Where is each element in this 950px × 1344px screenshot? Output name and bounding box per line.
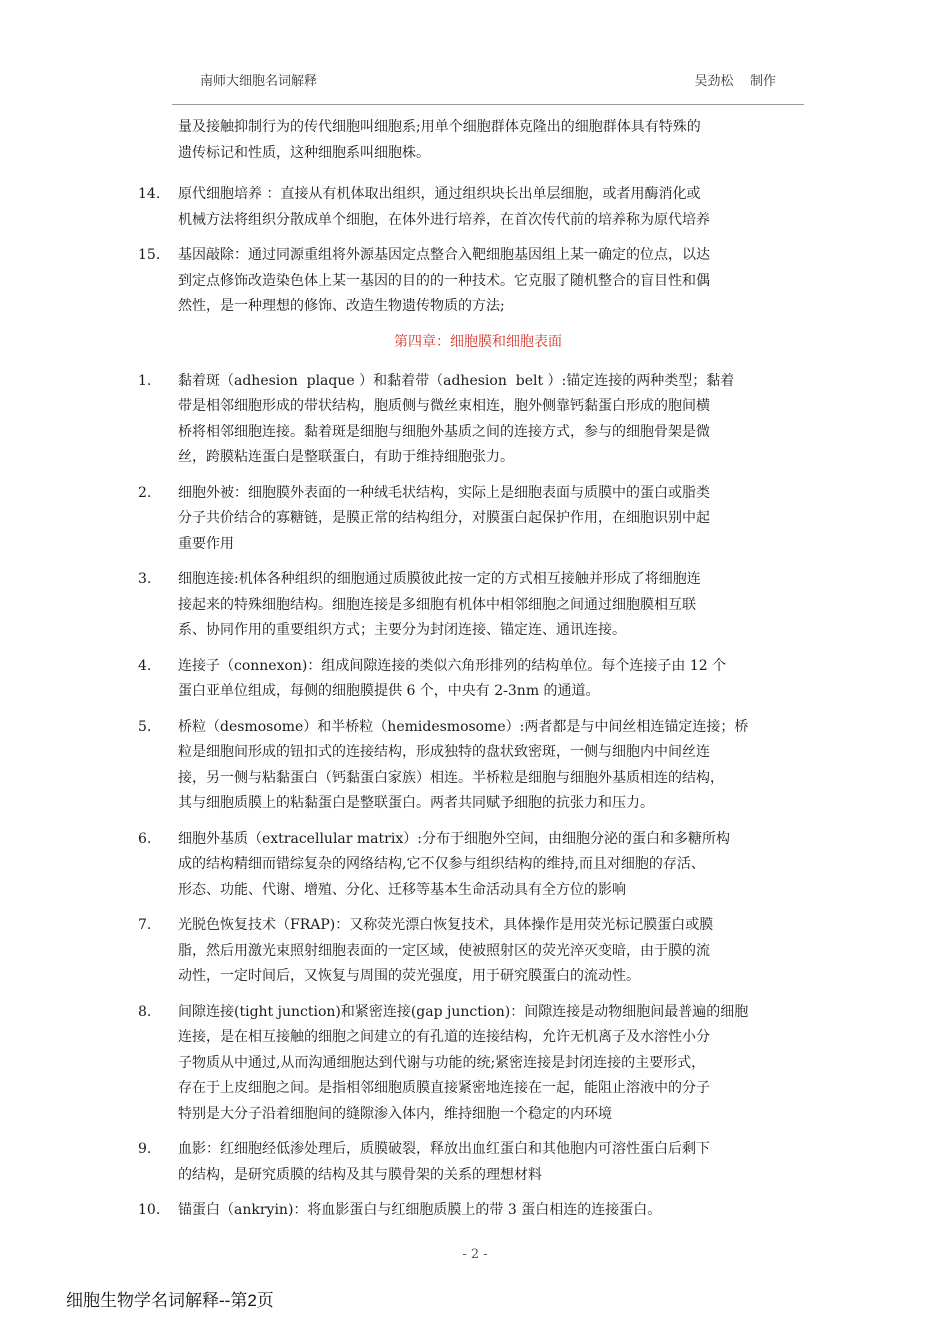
text-line: 粒是细胞间形成的钮扣式的连接结构，形成独特的盘状致密斑，一侧与细胞内中间丝连 [178, 744, 710, 760]
item-text [178, 827, 818, 904]
item-number: 5. [138, 718, 152, 735]
item-number: 3. [138, 571, 152, 587]
definition-item [138, 827, 818, 904]
item-text [178, 369, 818, 471]
definition-item [138, 481, 818, 558]
item-text [178, 1198, 818, 1224]
item-text [178, 567, 818, 644]
text-line: 带是相邻细胞形成的带状结构，胞质侧与微丝束相连，胞外侧靠钙黏蛋白形成的胞间横 [178, 398, 710, 414]
item-text [178, 654, 818, 705]
definition-item [138, 715, 818, 817]
definition-item [138, 567, 818, 644]
item-number: 8. [138, 1003, 152, 1020]
definition-item [138, 1198, 818, 1224]
text-line: 连接子（connexon)：组成间隙连接的类似六角形排列的结构单位。每个连接子由 12 个 [178, 657, 727, 674]
text-line: 其与细胞质膜上的粘黏蛋白是整联蛋白。两者共同赋予细胞的抗张力和压力。 [178, 795, 654, 811]
item-text [178, 182, 818, 233]
chapter-heading: 第四章：细胞膜和细胞表面 [394, 333, 562, 350]
item-number: 4. [138, 657, 152, 674]
text-line: 基因敲除：通过同源重组将外源基因定点整合入靶细胞基因组上某一确定的位点，以达 [178, 247, 710, 263]
definition-item [138, 182, 818, 233]
document-body [138, 115, 818, 1234]
definitions-list [138, 369, 818, 1224]
item-text [178, 1137, 818, 1188]
definition-item [138, 1137, 818, 1188]
item-number: 14. [138, 186, 161, 202]
definition-item [138, 1000, 818, 1128]
item-number: 7. [138, 917, 152, 933]
item-text [178, 715, 818, 817]
text-line: 细胞连接:机体各种组织的细胞通过质膜彼此按一定的方式相互接触并形成了将细胞连 [178, 571, 701, 587]
text-line: 特别是大分子沿着细胞间的缝隙渗入体内，维持细胞一个稳定的内环境 [178, 1105, 612, 1122]
text-line: 重要作用 [178, 535, 234, 552]
text-line: 存在于上皮细胞之间。是指相邻细胞质膜直接紧密地连接在一起，能阻止溶液中的分子 [178, 1080, 710, 1096]
text-line: 蛋白亚单位组成，每侧的细胞膜提供 6 个，中央有 2-3nm 的通道。 [178, 683, 600, 699]
text-line: 脂，然后用激光束照射细胞表面的一定区域，使被照射区的荧光淬灭变暗，由于膜的流 [178, 942, 710, 959]
text-line: 的结构，是研究质膜的结构及其与膜骨架的关系的理想材料 [178, 1166, 542, 1183]
text-line: 连接，是在相互接触的细胞之间建立的有孔道的连接结构，允许无机离子及水溶性小分 [178, 1029, 710, 1045]
item-number: 10. [138, 1202, 161, 1218]
definition-item [138, 654, 818, 705]
text-line: 细胞外基质（extracellular matrix）:分布于细胞外空间，由细胞分泌的蛋白和多糖所构 [178, 830, 730, 847]
definition-item [138, 913, 818, 990]
page-number: - 2 - [462, 1247, 488, 1262]
text-line: 量及接触抑制行为的传代细胞叫细胞系;用单个细胞群体克隆出的细胞群体具有特殊的 [178, 119, 701, 135]
text-line: 桥将相邻细胞连接。黏着斑是细胞与细胞外基质之间的连接方式，参与的细胞骨架是微 [178, 423, 710, 440]
item-number: 6. [138, 830, 152, 847]
text-line: 桥粒（desmosome）和半桥粒（hemidesmosome）:两者都是与中间丝相连锚定连接；桥 [178, 718, 749, 735]
header-title: 南师大细胞名词解释 [200, 74, 318, 89]
item-number: 1. [138, 372, 152, 389]
text-line: 丝，跨膜粘连蛋白是整联蛋白，有助于维持细胞张力。 [178, 449, 514, 465]
text-line: 遗传标记和性质，这种细胞系叫细胞株。 [178, 144, 430, 161]
text-line: 接起来的特殊细胞结构。细胞连接是多细胞有机体中相邻细胞之间通过细胞膜相互联 [178, 596, 696, 613]
item-number: 9. [138, 1141, 152, 1157]
item-text [178, 913, 818, 990]
continued-paragraph [178, 115, 818, 166]
definition-item [138, 243, 818, 320]
item-number: 2. [138, 484, 152, 501]
text-line: 形态、功能、代谢、增殖、分化、迁移等基本生命活动具有全方位的影响 [178, 881, 626, 898]
page-header [172, 70, 804, 92]
definition-item [138, 369, 818, 471]
item-number: 15. [138, 247, 161, 263]
text-line: 锚蛋白（ankryin)：将血影蛋白与红细胞质膜上的带 3 蛋白相连的连接蛋白。 [178, 1202, 662, 1218]
item-text [178, 243, 818, 320]
header-author: 吴劲松 制作 [694, 74, 776, 89]
text-line: 间隙连接(tight junction)和紧密连接(gap junction)：间隙连接是动物细胞间最普遍的细胞 [178, 1003, 749, 1020]
text-line: 机械方法将组织分散成单个细胞，在体外进行培养，在首次传代前的培养称为原代培养 [178, 211, 710, 228]
text-line: 光脱色恢复技术（FRAP)：又称荧光漂白恢复技术，具体操作是用荧光标记膜蛋白或膜 [178, 917, 714, 933]
text-line: 到定点修饰改造染色体上某一基因的目的的一种技术。它克服了随机整合的盲目性和偶 [178, 272, 710, 289]
text-line: 系、协同作用的重要组织方式；主要分为封闭连接、锚定连、通讯连接。 [178, 622, 626, 638]
text-line: 动性，一定时间后，又恢复与周围的荧光强度，用于研究膜蛋白的流动性。 [178, 968, 640, 984]
item-text [178, 1000, 818, 1128]
header-divider [172, 104, 804, 105]
text-line: 原代细胞培养 ：直接从有机体取出组织，通过组织块长出单层细胞，或者用酶消化或 [178, 186, 701, 202]
text-line: 接，另一侧与粘黏蛋白（钙黏蛋白家族）相连。半桥粒是细胞与细胞外基质相连的结构， [178, 769, 724, 786]
definitions-list-prev [138, 182, 818, 320]
text-line: 成的结构精细而错综复杂的网络结构,它不仅参与组织结构的维持,而且对细胞的存活、 [178, 856, 705, 872]
text-line: 细胞外被：细胞膜外表面的一种绒毛状结构，实际上是细胞表面与质膜中的蛋白或脂类 [178, 484, 710, 501]
footer-caption: 细胞生物学名词解释--第2页 [66, 1291, 274, 1310]
text-line: 分子共价结合的寡糖链，是膜正常的结构组分，对膜蛋白起保护作用，在细胞识别中起 [178, 510, 710, 526]
text-line: 然性，是一种理想的修饰、改造生物遗传物质的方法; [178, 298, 505, 314]
item-text [178, 481, 818, 558]
text-line: 血影：红细胞经低渗处理后，质膜破裂，释放出血红蛋白和其他胞内可溶性蛋白后剩下 [178, 1141, 710, 1157]
text-line: 黏着斑（adhesion plaque ）和黏着带（adhesion belt ）:锚定连接的两种类型；黏着 [178, 372, 735, 389]
text-line: 子物质从中通过,从而沟通细胞达到代谢与功能的统;紧密连接是封闭连接的主要形式， [178, 1054, 706, 1071]
